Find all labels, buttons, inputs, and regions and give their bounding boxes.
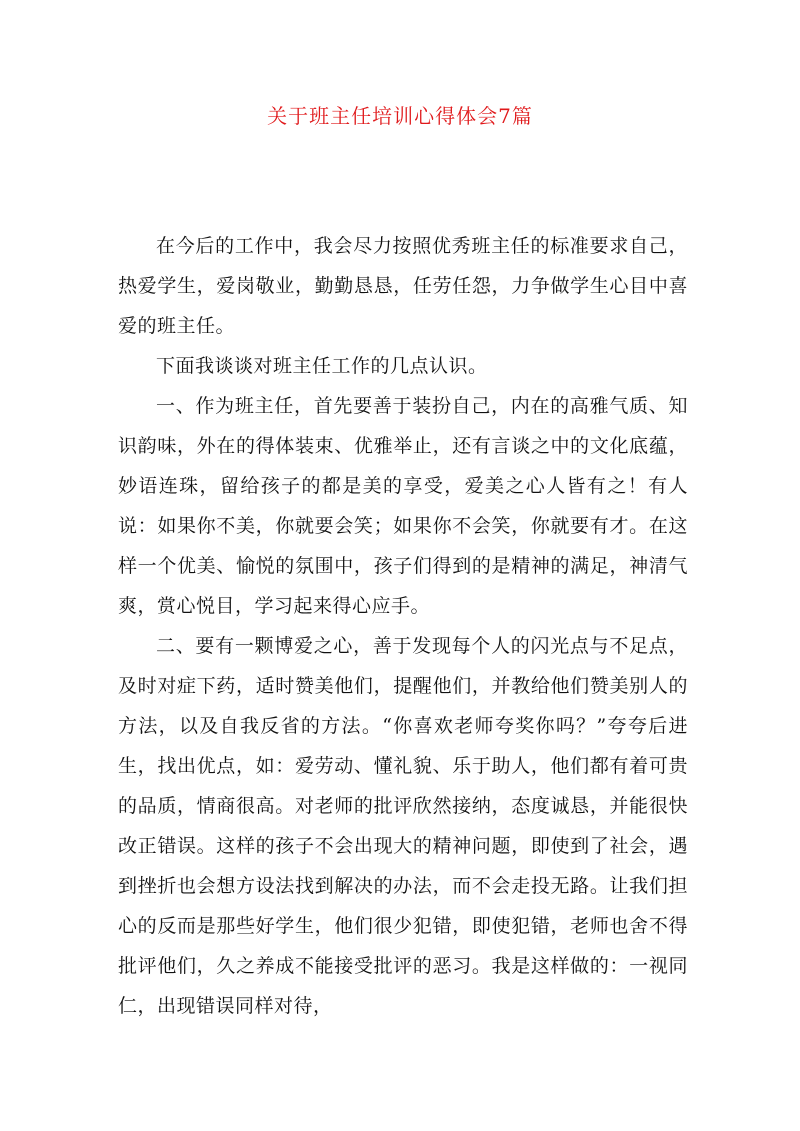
paragraph-3: 一、作为班主任，首先要善于装扮自己，内在的高雅气质、知识韵味，外在的得体装束、优雅举止，还有言谈之中的文化底蕴，妙语连珠，留给孩子的都是美的享受，爱美之心人皆有之！有人说：如果你不美，你就要会笑；如果你不会笑，你就要有才。在这样一个优美、愉悦的氛围中，孩子们得到的是精神的满足，神清气爽，赏心悦目，学习起来得心应手。 [118,395,688,617]
paragraph-4: 二、要有一颗博爱之心，善于发现每个人的闪光点与不足点，及时对症下药，适时赞美他们，提醒他们，并教给他们赞美别人的方法，以及自我反省的方法。“你喜欢老师夸奖你吗？”夸夸后进生，找出优点，如：爱劳动、懂礼貌、乐于助人，他们都有着可贵的品质，情商很高。对老师的批评欣然接纳，态度诚恳，并能很快改正错误。这样的孩子不会出现大的精神问题，即使到了社会，遇到挫折也会想方设法找到解决的办法，而不会走投无路。让我们担心的反而是那些好学生，他们很少犯错，即使犯错，老师也舍不得批评他们，久之养成不能接受批评的恶习。我是这样做的：一视同仁，出现错误同样对待， [118,635,688,1017]
document-title: 关于班主任培训心得体会7篇 [267,104,533,128]
document-body [118,226,688,1026]
paragraph-1: 在今后的工作中，我会尽力按照优秀班主任的标准要求自己，热爱学生，爱岗敬业，勤勤恳恳，任劳任怨，力争做学生心目中喜爱的班主任。 [118,235,688,337]
paragraph-2: 下面我谈谈对班主任工作的几点认识。 [156,355,488,377]
